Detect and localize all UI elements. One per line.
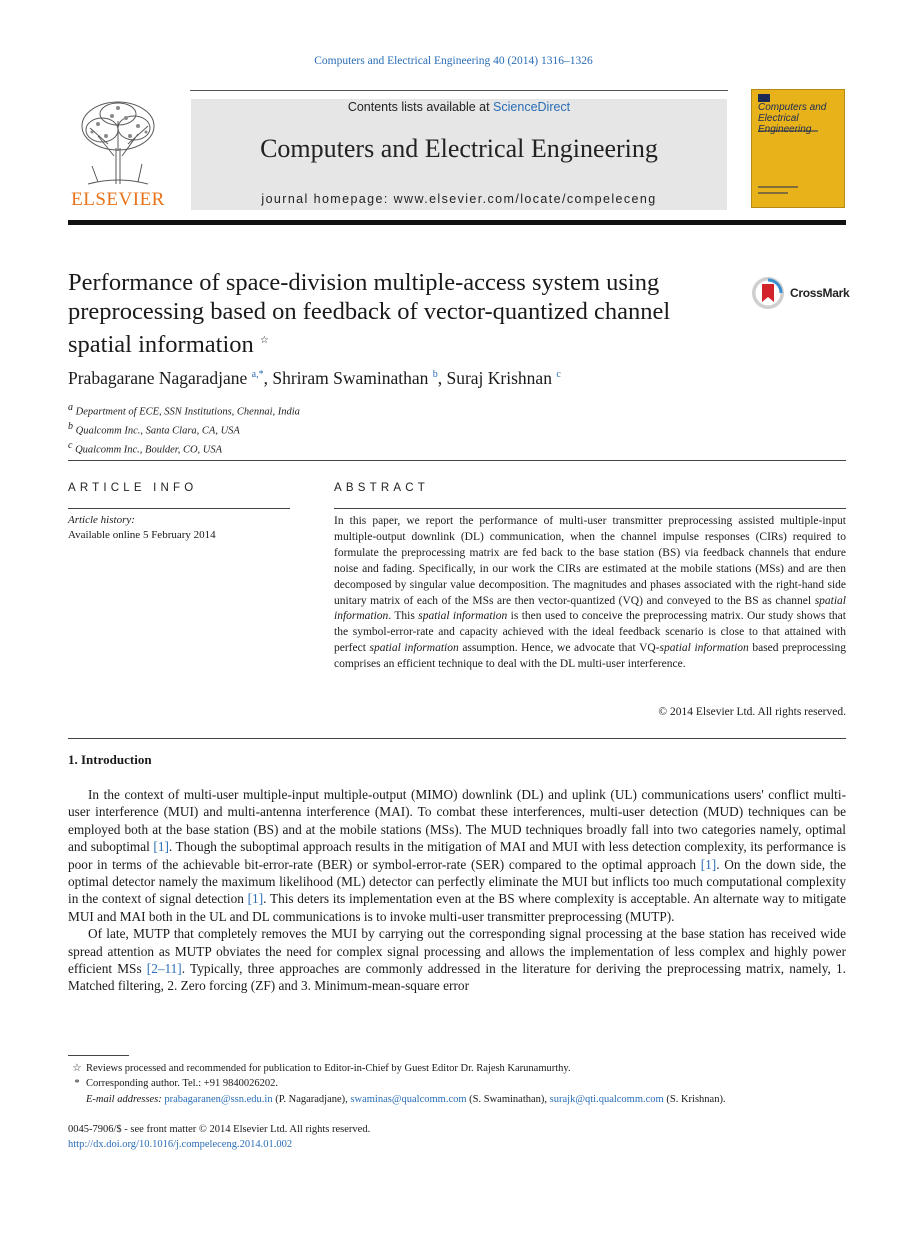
abstract-segment: assumption. Hence, we advocate that VQ- — [458, 642, 660, 655]
elsevier-wordmark: ELSEVIER — [71, 189, 165, 210]
journal-cover-thumbnail[interactable] — [751, 89, 845, 208]
paper-title-text: Performance of space-division multiple-access system using preprocessing based on feedback of vector-quantized channel spatial information — [68, 269, 671, 359]
footnotes — [68, 1061, 846, 1107]
crossmark-icon — [751, 276, 785, 310]
abstract-text — [334, 514, 846, 673]
author-affiliation-mark[interactable]: a,* — [251, 369, 264, 381]
crossmark-label[interactable]: CrossMark — [790, 286, 850, 300]
author-name: Shriram Swaminathan — [272, 368, 429, 388]
abstract-emphasis: spatial information — [659, 642, 749, 655]
citation-link[interactable]: [1] — [153, 839, 169, 855]
email-owner: (S. Krishnan). — [663, 1093, 726, 1105]
contents-line — [191, 100, 727, 114]
paragraph — [68, 786, 846, 925]
abstract-segment: based preprocessing comprises an efficient technique to deal with the DL multi-user interference. — [334, 642, 846, 671]
section-rule — [68, 460, 846, 461]
paper-title — [68, 268, 738, 359]
journal-citation[interactable]: Computers and Electrical Engineering 40 (2014) 1316–1326 — [314, 55, 593, 67]
front-matter-info — [68, 1122, 370, 1153]
abstract-heading: ABSTRACT — [334, 482, 429, 494]
tree-icon — [68, 96, 168, 186]
abstract-rule — [334, 508, 846, 509]
affiliation-mark: c — [68, 440, 73, 451]
email-owner: (S. Swaminathan), — [466, 1093, 550, 1105]
doi-link[interactable]: http://dx.doi.org/10.1016/j.compeleceng.2014.01.002 — [68, 1139, 293, 1151]
text-segment: . Though the suboptimal approach results in the mitigation of MAI and MUI with less detection complexity, its performance is poor in terms of the achievable bit-error-rate (BER) or symbol-error-rate (SER) compared to the optimal approach — [68, 839, 846, 872]
footnote-text: Reviews processed and recommended for publication to Editor-in-Chief by Guest Editor Dr. Rajesh Karunamurthy. — [86, 1063, 571, 1074]
abstract-emphasis: spatial information — [418, 610, 508, 623]
footnote-rule — [68, 1055, 129, 1056]
cover-title-line-1: Computers and — [758, 102, 827, 113]
sciencedirect-link[interactable]: ScienceDirect — [493, 100, 571, 114]
title-footnote-mark[interactable]: ☆ — [259, 335, 269, 346]
citation-link[interactable]: [1] — [700, 856, 717, 872]
text-segment: . On the down side, the optimal detector namely the maximum likelihood (ML) detector can perfectly eliminate the MUI but inflicts too much computational complexity in the context of signal detection — [68, 856, 846, 907]
abstract-segment: is then used to conceive the preprocessing matrix. Our study shows that the symbol-error-rate and capacity achieved with the ideal feedback scenario is close to that attained with perfect — [334, 610, 846, 655]
email-label: E-mail addresses: — [86, 1093, 162, 1105]
author-name: Suraj Krishnan — [446, 368, 552, 388]
email-link[interactable]: prabagaranen@ssn.edu.in — [164, 1093, 273, 1105]
footnote-item — [68, 1061, 846, 1076]
author-affiliation-mark[interactable]: c — [556, 369, 561, 381]
affiliation-text: Department of ECE, SSN Institutions, Chennai, India — [75, 406, 300, 418]
article-info-rule — [68, 508, 290, 509]
masthead-top-rule — [190, 90, 728, 91]
cover-footer-bar — [758, 192, 788, 194]
author-affiliation-mark[interactable]: b — [432, 369, 438, 381]
affiliation-text: Qualcomm Inc., Santa Clara, CA, USA — [75, 425, 240, 437]
cover-footer-bar — [758, 186, 798, 188]
cover-title-line-2: Electrical — [758, 113, 799, 124]
citation-link[interactable]: [2–11] — [146, 961, 182, 977]
citation-link[interactable]: [1] — [247, 891, 264, 907]
footnote-text: Corresponding author. Tel.: +91 9840026202. — [86, 1078, 278, 1090]
journal-title: Computers and Electrical Engineering — [260, 134, 658, 163]
email-link[interactable]: swaminas@qualcomm.com — [350, 1093, 467, 1105]
abstract-copyright: © 2014 Elsevier Ltd. All rights reserved. — [658, 706, 846, 718]
text-segment: Of late, MUTP that completely removes the MUI by carrying out the corresponding signal processing at the base station has received wide spread attention as MUTP obviates the need for complex signal processing and allows the implementation of less complex and highly power efficient MSs — [68, 926, 846, 977]
cover-logo-icon — [758, 94, 770, 102]
affiliation-mark: a — [68, 402, 73, 413]
crossmark-badge[interactable] — [751, 276, 785, 315]
introduction-heading: 1. Introduction — [68, 752, 152, 767]
author-name: Prabagarane Nagaradjane — [68, 368, 248, 388]
affiliation-list — [68, 401, 300, 458]
abstract-emphasis: spatial information — [369, 642, 459, 655]
affiliation-item — [68, 439, 300, 458]
article-info-heading: ARTICLE INFO — [68, 482, 198, 494]
footnote-item — [68, 1076, 846, 1091]
affiliation-text: Qualcomm Inc., Boulder, CO, USA — [75, 444, 223, 456]
journal-homepage[interactable]: journal homepage: www.elsevier.com/locate/compeleceng — [261, 192, 657, 206]
cover-divider — [758, 130, 818, 132]
affiliation-item — [68, 401, 300, 420]
text-segment: . Typically, three approaches are commonly addressed in the literature for deriving the preprocessing matrix, namely, 1. Matched filtering, 2. Zero forcing (ZF) and 3. Minimum-mean-square error — [68, 961, 846, 994]
contents-prefix: Contents lists available at — [347, 100, 494, 114]
text-segment: . This deters its implementation even at the BS where complexity is acceptable. An alternate way to mitigate MUI and MAI both in the UL and DL communications is to invoke multi-user transmitter preprocessing (MUTP). — [68, 891, 847, 924]
text-segment: In the context of multi-user multiple-input multiple-output (MIMO) downlink (DL) and uplink (UL) communications users' conflict multi-user interference (MUI) and multi-antenna interference (MAI). To combat these interferences, multi-user detection (MUD) techniques can be employed both at the base station (BS) and at the mobile stations (MSs). The MUD techniques broadly fall into two categories namely, optimal and suboptimal — [68, 787, 846, 855]
footnote-mark-spacer — [68, 1092, 86, 1107]
footnote-mark: ☆ — [72, 1063, 82, 1074]
section-rule — [68, 738, 846, 739]
footnote-item — [68, 1092, 846, 1107]
abstract-emphasis: spatial information — [334, 594, 846, 623]
article-history-label: Article history: — [68, 514, 135, 526]
issn-line: 0045-7906/$ - see front matter © 2014 Elsevier Ltd. All rights reserved. — [68, 1124, 371, 1135]
article-history-date: Available online 5 February 2014 — [68, 529, 216, 541]
author-list: Prabagarane Nagaradjane $^{a,*}$, Shriram Swaminathan $^b$, Suraj Krishnan $^c$ — [68, 368, 561, 388]
abstract-segment: . This — [388, 610, 419, 623]
introduction-body — [68, 786, 846, 995]
paragraph — [68, 925, 846, 995]
abstract-segment: In this paper, we report the performance of multi-user transmitter preprocessing assisted multiple-input multiple-output downlink (DL) communication, when the channel impulse responses (CIRs) required to formulate the preprocessing matrix are fed back to the base station (BS) via feedback channels that endure noise and fading. Specifically, in our work the CIRs are estimated at the mobile stations (MSs) and are then decomposed by singular value decomposition. The magnitudes and phases associated with the right-hand side unitary matrix of each of the MSs are then vector-quantized (VQ) and conveyed to the BS as channel — [334, 515, 846, 607]
affiliation-item — [68, 420, 300, 439]
email-owner: (P. Nagaradjane), — [272, 1093, 351, 1105]
footnote-mark: * — [74, 1078, 80, 1090]
email-link[interactable]: surajk@qti.qualcomm.com — [549, 1093, 664, 1105]
header-thick-rule — [68, 220, 846, 225]
affiliation-mark: b — [68, 421, 73, 432]
email-line — [86, 1092, 726, 1107]
